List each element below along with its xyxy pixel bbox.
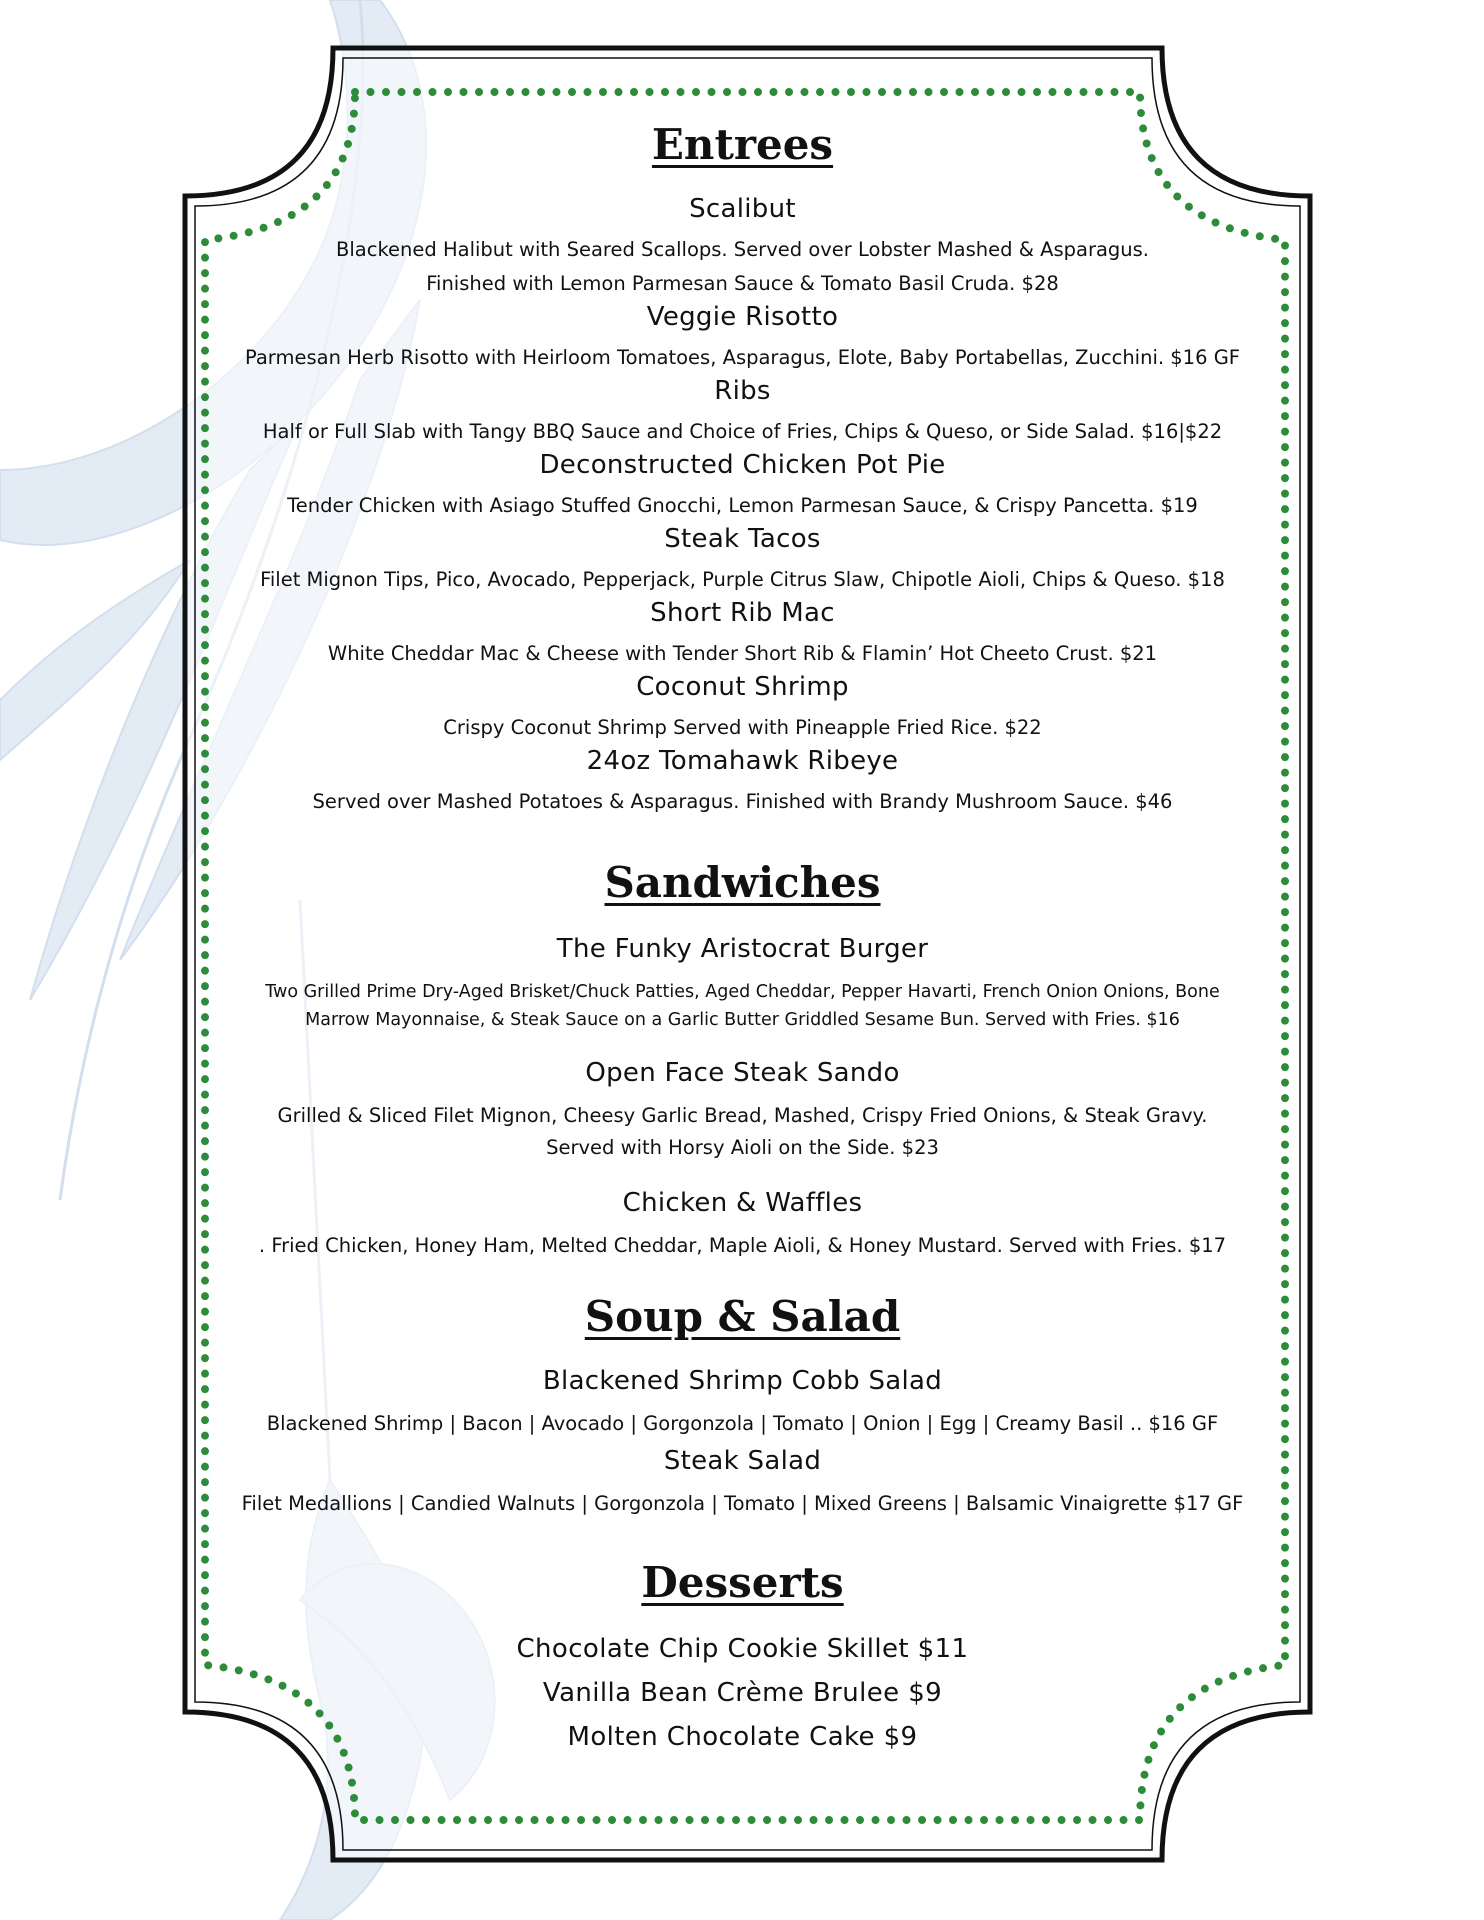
item-desc-scalibut-line2: Finished with Lemon Parmesan Sauce & Tomato Basil Cruda. $28 [426, 272, 1059, 295]
item-desc-steak-tacos: Filet Mignon Tips, Pico, Avocado, Pepperjack, Purple Citrus Slaw, Chipotle Aioli, Chips & Queso. $18 [260, 568, 1225, 591]
item-name-short-rib-mac: Short Rib Mac [650, 598, 835, 628]
section-title-sandwiches: Sandwiches [604, 858, 881, 907]
section-title-entrees: Entrees [651, 120, 834, 169]
dessert-item: Vanilla Bean Crème Brulee $9 [542, 1678, 943, 1708]
item-desc-veggie-risotto: Parmesan Herb Risotto with Heirloom Tomatoes, Asparagus, Elote, Baby Portabellas, Zucchini. $16 GF [244, 346, 1241, 369]
item-name-scalibut: Scalibut [689, 194, 796, 224]
item-name-shrimp-cobb-salad: Blackened Shrimp Cobb Salad [542, 1366, 943, 1396]
item-name-chicken-waffles: Chicken & Waffles [622, 1188, 863, 1218]
menu-content [200, 0, 1285, 1920]
item-desc-ribs: Half or Full Slab with Tangy BBQ Sauce and Choice of Fries, Chips & Queso, or Side Salad. $16|$22 [262, 420, 1223, 443]
item-name-funky-aristocrat-burger: The Funky Aristocrat Burger [556, 934, 929, 964]
item-name-tomahawk-ribeye: 24oz Tomahawk Ribeye [586, 746, 899, 776]
item-desc-tomahawk-ribeye: Served over Mashed Potatoes & Asparagus. Finished with Brandy Mushroom Sauce. $46 [312, 790, 1173, 813]
item-name-coconut-shrimp: Coconut Shrimp [636, 672, 849, 702]
item-name-chicken-pot-pie: Deconstructed Chicken Pot Pie [539, 450, 946, 480]
item-desc-scalibut-line1: Blackened Halibut with Seared Scallops. Served over Lobster Mashed & Asparagus. [335, 238, 1150, 261]
item-desc-chicken-waffles: . Fried Chicken, Honey Ham, Melted Cheddar, Maple Aioli, & Honey Mustard. Served with Fries. $17 [258, 1234, 1227, 1257]
dessert-item: Chocolate Chip Cookie Skillet $11 [516, 1634, 969, 1664]
item-name-steak-salad: Steak Salad [663, 1446, 822, 1476]
item-desc-shrimp-cobb-salad: Blackened Shrimp | Bacon | Avocado | Gorgonzola | Tomato | Onion | Egg | Creamy Basil .. $16 GF [266, 1412, 1219, 1435]
item-desc-coconut-shrimp: Crispy Coconut Shrimp Served with Pineapple Fried Rice. $22 [443, 716, 1042, 739]
item-desc-short-rib-mac: White Cheddar Mac & Cheese with Tender Short Rib & Flamin’ Hot Cheeto Crust. $21 [327, 642, 1158, 665]
item-desc-funky-burger-line2: Marrow Mayonnaise, & Steak Sauce on a Garlic Butter Griddled Sesame Bun. Served with Fries. $16 [305, 1010, 1180, 1030]
item-desc-funky-burger-line1: Two Grilled Prime Dry-Aged Brisket/Chuck Patties, Aged Cheddar, Pepper Havarti, French Onion Onions, Bone [265, 982, 1220, 1002]
item-name-veggie-risotto: Veggie Risotto [646, 302, 839, 332]
item-desc-steak-sando-line1: Grilled & Sliced Filet Mignon, Cheesy Garlic Bread, Mashed, Crispy Fried Onions, & Steak Gravy. [277, 1104, 1208, 1127]
section-title-soup-salad: Soup & Salad [584, 1292, 901, 1341]
item-desc-steak-salad: Filet Medallions | Candied Walnuts | Gorgonzola | Tomato | Mixed Greens | Balsamic Vinaigrette $17 GF [241, 1492, 1244, 1515]
item-desc-chicken-pot-pie: Tender Chicken with Asiago Stuffed Gnocchi, Lemon Parmesan Sauce, & Crispy Pancetta. $19 [287, 494, 1198, 517]
dessert-item: Molten Chocolate Cake $9 [567, 1722, 918, 1752]
section-title-desserts: Desserts [641, 1558, 844, 1607]
item-name-ribs: Ribs [714, 376, 771, 406]
item-desc-steak-sando-line2: Served with Horsy Aioli on the Side. $23 [546, 1136, 939, 1159]
item-name-steak-tacos: Steak Tacos [664, 524, 821, 554]
item-name-open-face-steak-sando: Open Face Steak Sando [585, 1058, 900, 1088]
